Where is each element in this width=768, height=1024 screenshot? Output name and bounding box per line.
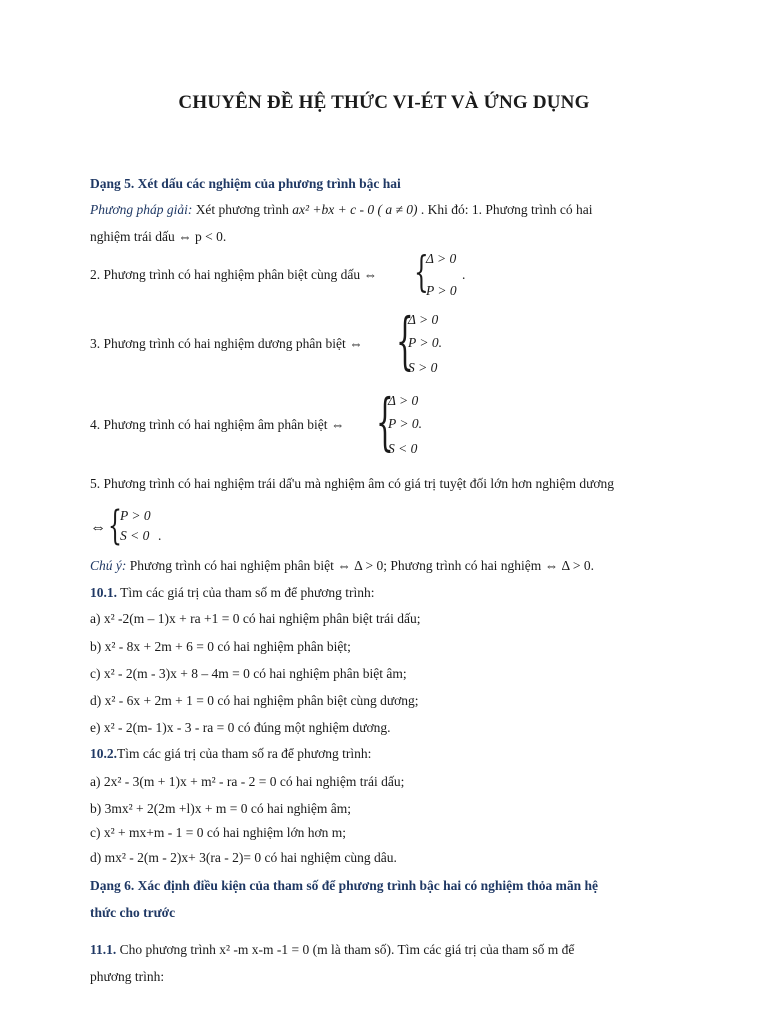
- system-row: P > 0: [426, 283, 457, 298]
- method-equation: ax² +bx + c - 0 ( a ≠ 0): [292, 202, 418, 217]
- system-row: Δ > 0: [408, 312, 439, 327]
- item-5-text: 5. Phương trình có hai nghiệm trái dấ'u mà nghiệm âm có giá trị tuyệt đối lớn hơn nghiệm dương: [90, 476, 615, 491]
- system-row: S > 0: [408, 360, 438, 375]
- system-row: P > 0.: [388, 416, 422, 431]
- system-row: P > 0.: [408, 335, 442, 350]
- exercise-number: 10.1.: [90, 585, 117, 600]
- system-row: S < 0: [388, 441, 418, 456]
- exercise-item: d) x² - 6x + 2m + 1 = 0 có hai nghiệm phân biệt cùng dương;: [90, 693, 419, 708]
- exercise-number: 11.1.: [90, 942, 117, 957]
- exercise-10-2-intro: [90, 745, 371, 763]
- system-row: Δ > 0: [388, 393, 419, 408]
- exercise-intro: Tìm các giá trị của tham số ra để phương trình:: [117, 746, 372, 761]
- exercise-11-1-line-2: phương trình:: [90, 969, 165, 984]
- item-4-system: [376, 385, 436, 463]
- note-line: [90, 557, 594, 575]
- exercise-item: e) x² - 2(m- 1)x - 3 - ra = 0 có đúng một nghiệm dương.: [90, 720, 391, 735]
- equivalence-arrow: ⇔: [90, 519, 106, 536]
- section-heading-dang6-cont: thức cho trước: [90, 905, 176, 920]
- section-heading-dang5: Dạng 5. Xét dấu các nghiệm của phương trình bậc hai: [90, 176, 401, 191]
- item-3-text: 3. Phương trình có hai nghiệm dương phân biệt ⇔: [90, 336, 363, 351]
- exercise-item: b) x² - 8x + 2m + 6 = 0 có hai nghiệm phân biệt;: [90, 639, 351, 654]
- brace-icon: {: [108, 503, 122, 549]
- exercise-item: a) x² -2(m – 1)x + ra +1 = 0 có hai nghiệm phân biệt trái dấu;: [90, 611, 421, 626]
- method-label: Phương pháp giải:: [90, 202, 193, 217]
- system-row: S < 0: [120, 528, 150, 543]
- page-title: CHUYÊN ĐỀ HỆ THỨC VI-ÉT VÀ ỨNG DỤNG: [178, 92, 590, 113]
- method-line: [90, 201, 592, 219]
- exercise-10-1-intro: [90, 584, 375, 602]
- exercise-item: b) 3mx² + 2(2m +l)x + m = 0 có hai nghiệm âm;: [90, 801, 351, 816]
- item-5-system: [90, 503, 180, 556]
- item-2-system: [414, 247, 474, 302]
- exercise-item: c) x² - 2(m - 3)x + 8 – 4m = 0 có hai nghiệm phân biệt âm;: [90, 666, 407, 681]
- method-text-b: . Khi đó: 1. Phương trình có hai: [417, 202, 593, 217]
- exercise-intro: Tìm các giá trị của tham số m để phương trình:: [117, 585, 375, 600]
- item-3-system: [396, 304, 456, 382]
- brace-icon: {: [396, 304, 414, 377]
- brace-icon: {: [414, 247, 429, 296]
- method-line-2: nghiệm trái dấu ⇔ p < 0.: [90, 229, 227, 244]
- exercise-text: Cho phương trình x² -m x-m -1 = 0 (m là tham số). Tìm các giá trị của tham số m để: [116, 942, 575, 957]
- system-end: .: [462, 267, 466, 282]
- brace-icon: {: [376, 385, 394, 458]
- system-row: Δ > 0: [426, 251, 457, 266]
- exercise-number: 10.2.: [90, 746, 117, 761]
- item-2-text: 2. Phương trình có hai nghiệm phân biệt cùng dấu ⇔: [90, 267, 378, 282]
- exercise-item: d) mx² - 2(m - 2)x+ 3(ra - 2)= 0 có hai nghiệm cùng dâu.: [90, 850, 397, 865]
- exercise-item: c) x² + mx+m - 1 = 0 có hai nghiệm lớn hơn m;: [90, 825, 347, 840]
- system-end: .: [158, 528, 162, 543]
- method-text-a: Xét phương trình: [192, 202, 293, 217]
- section-heading-dang6: Dạng 6. Xác định điều kiện của tham số để phương trình bậc hai có nghiệm thỏa mãn hệ: [90, 878, 599, 893]
- note-text: Phương trình có hai nghiệm phân biệt ⇔ Δ > 0; Phương trình có hai nghiệm ⇔ Δ > 0.: [126, 558, 594, 573]
- item-4-text: 4. Phương trình có hai nghiệm âm phân biệt ⇔: [90, 417, 345, 432]
- note-label: Chú ý:: [90, 558, 127, 573]
- system-row: P > 0: [120, 508, 151, 523]
- exercise-11-1-line: [90, 941, 574, 959]
- exercise-item: a) 2x² - 3(m + 1)x + m² - ra - 2 = 0 có hai nghiệm trái dấu;: [90, 774, 405, 789]
